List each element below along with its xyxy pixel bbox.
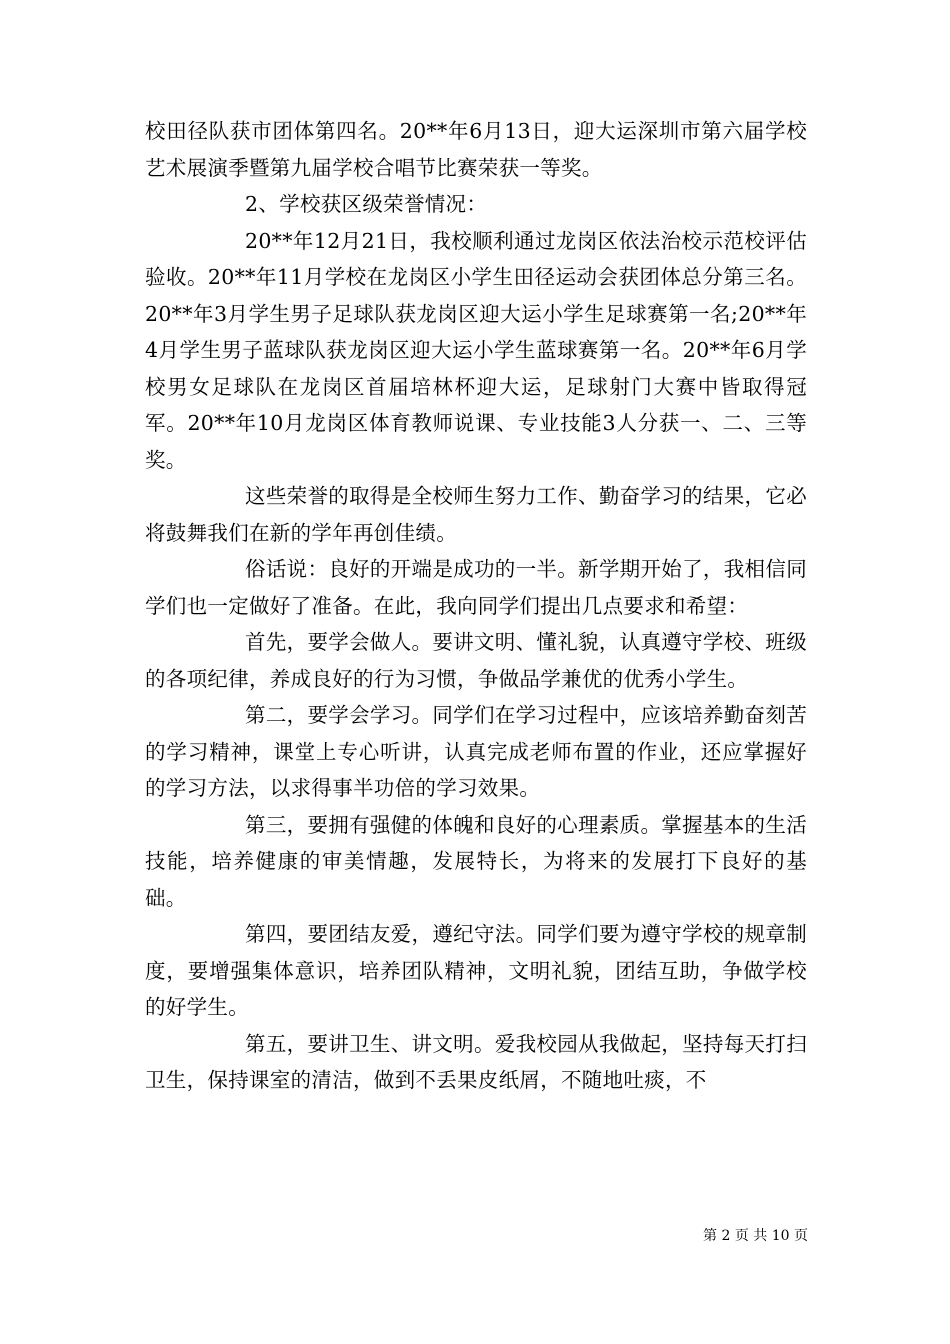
section-heading-district-honors: 2、学校获区级荣誉情况： — [245, 192, 488, 216]
page-number-footer: 第 2 页 共 10 页 — [703, 1228, 808, 1244]
paragraph-second-requirement: 第二，要学会学习。同学们在学习过程中，应该培养勤奋刻苦的学习精神，课堂上专心听讲，认真完成老师布置的作业，还应掌握好的学习方法，以求得事半功倍的学习效果。 — [145, 703, 807, 800]
paragraph-continuation: 校田径队获市团体第四名。20**年6月13日，迎大运深圳市第六届学校艺术展演季暨第九届学校合唱节比赛荣获一等奖。 — [145, 119, 807, 180]
paragraph-fourth-requirement: 第四，要团结友爱，遵纪守法。同学们要为遵守学校的规章制度，要增强集体意识，培养团队精神，文明礼貌，团结互助，争做学校的好学生。 — [145, 922, 807, 1019]
document-body — [145, 113, 807, 1099]
paragraph-third-requirement: 第三，要拥有强健的体魄和良好的心理素质。掌握基本的生活技能，培养健康的审美情趣，发展特长，为将来的发展打下良好的基础。 — [145, 812, 807, 910]
paragraph-fifth-requirement: 第五，要讲卫生、讲文明。爱我校园从我做起，坚持每天打扫卫生，保持课室的清洁，做到不丢果皮纸屑，不随地吐痰，不 — [145, 1031, 807, 1092]
paragraph-district-honors: 20**年12月21日，我校顺利通过龙岗区依法治校示范校评估验收。20**年11月学校在龙岗区小学生田径运动会获团体总分第三名。20**年3月学生男子足球队获龙岗区迎大运小学生足球赛第一名;20**年4月学生男子蓝球队获龙岗区迎大运小学生蓝球赛第一名。20**年6月学校男女足球队在龙岗区首届培林杯迎大运，足球射门大赛中皆取得冠军。20**年10月龙岗区体育教师说课、专业技能3人分获一、二、三等奖。 — [145, 228, 807, 472]
paragraph-new-term: 俗话说：良好的开端是成功的一半。新学期开始了，我相信同学们也一定做好了准备。在此，我向同学们提出几点要求和希望： — [145, 557, 807, 618]
paragraph-honors-summary: 这些荣誉的取得是全校师生努力工作、勤奋学习的结果，它必将鼓舞我们在新的学年再创佳绩。 — [145, 484, 807, 545]
paragraph-first-requirement: 首先，要学会做人。要讲文明、懂礼貌，认真遵守学校、班级的各项纪律，养成良好的行为习惯，争做品学兼优的优秀小学生。 — [145, 630, 807, 691]
